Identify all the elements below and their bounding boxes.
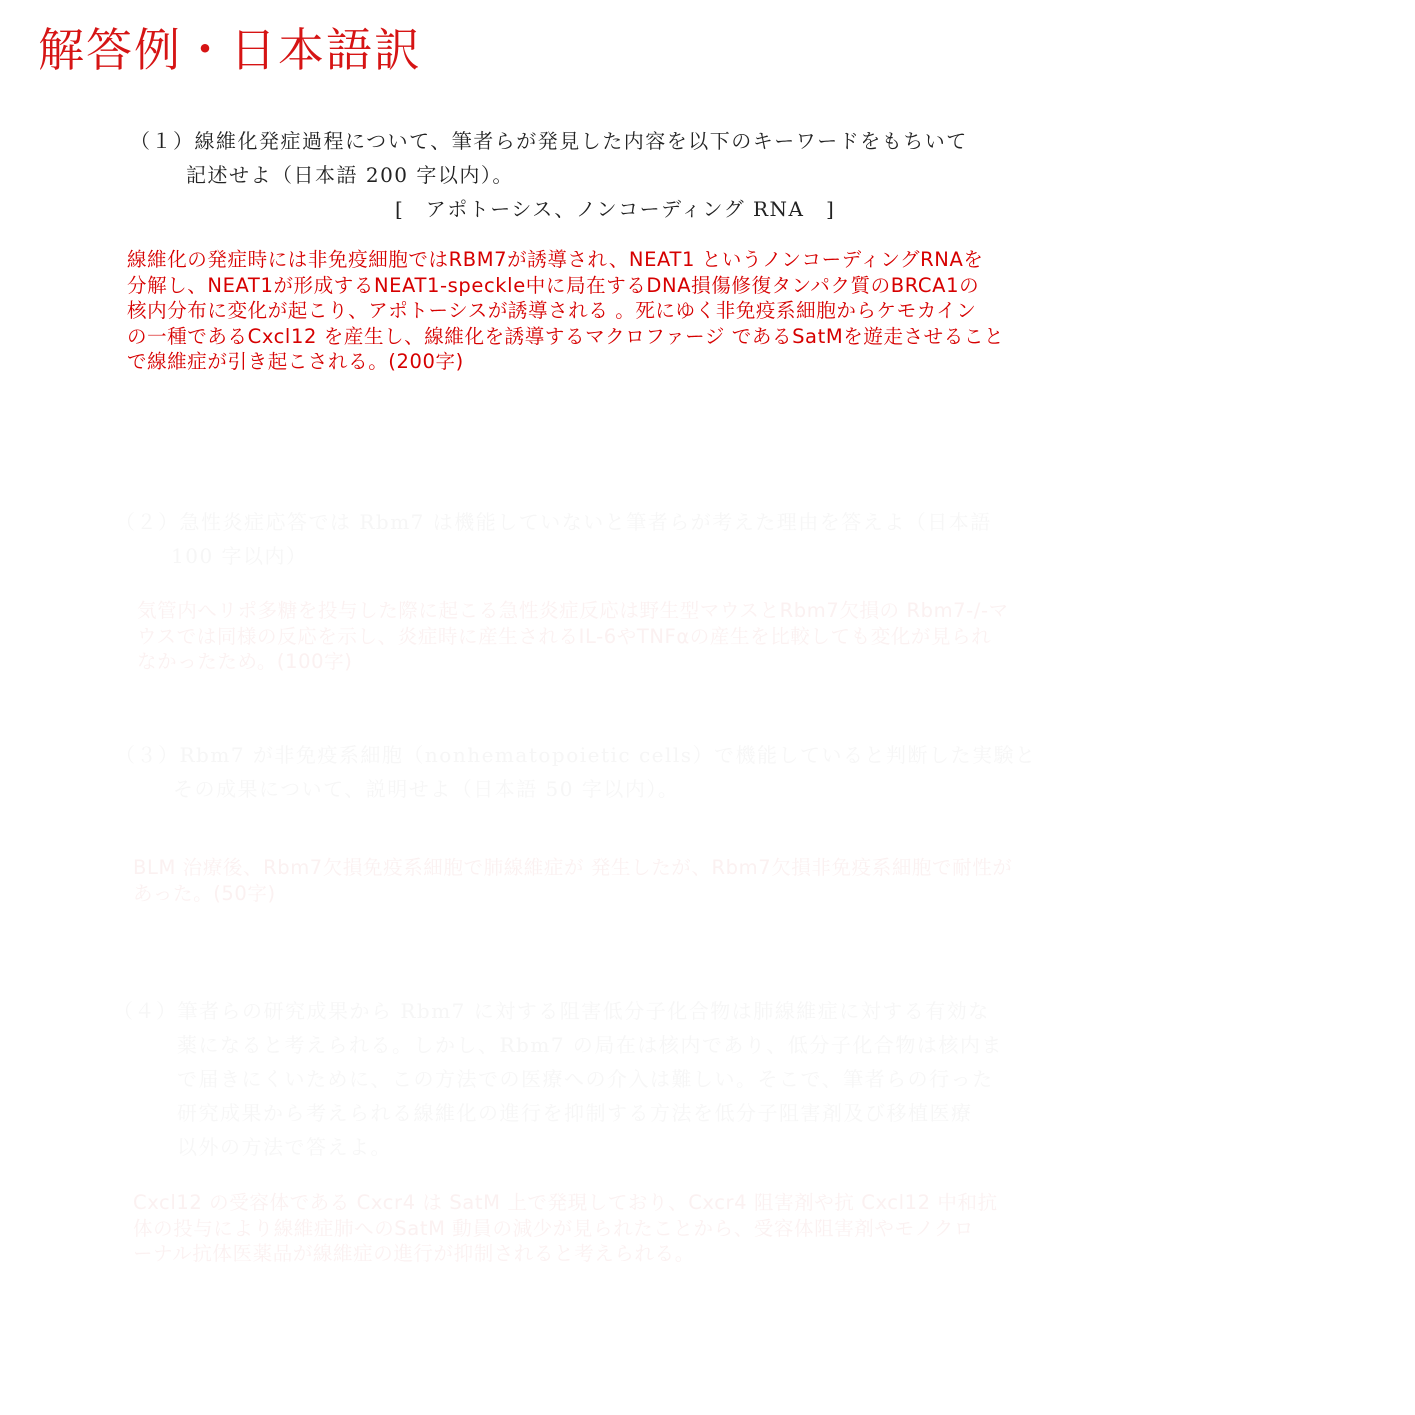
question-2 [115, 505, 992, 573]
question-2-line-1: （２）急性炎症応答では Rbm7 は機能していないと筆者らが考えた理由を答えよ（日本語 [115, 510, 992, 534]
answer-4 [133, 1190, 998, 1267]
answer-1-line: 線維化の発症時には非免疫細胞ではRBM7が誘導され、NEAT1 というノンコーディングRNAを [127, 248, 984, 271]
question-3-line-2: その成果について、説明せよ（日本語 50 字以内）。 [173, 777, 680, 801]
page-title: 解答例・日本語訳 [38, 23, 422, 77]
question-3 [115, 738, 1037, 806]
answer-4-line: Cxcl12 の受容体である Cxcr4 は SatM 上で発現しており、Cxcr4 阻害剤や抗 Cxcl12 中和抗 [133, 1191, 998, 1214]
question-1 [130, 124, 968, 226]
question-2-line-2: 100 字以内） [171, 544, 308, 568]
answer-3 [133, 855, 1012, 906]
answer-2-line: なかったため。(100字) [137, 650, 353, 674]
question-4-line: 以外の方法で答えよ。 [177, 1135, 392, 1159]
answer-1-line: 分解し、NEAT1が形成するNEAT1-speckle中に局在するDNA損傷修復タンパク質のBRCA1の [127, 273, 980, 297]
question-1-keywords: [ アポトーシス、ノンコーディング RNA ] [395, 197, 836, 221]
question-4-line: で届きにくいために、この方法での医療への介入は難しい。そこで、筆者らの行った [177, 1067, 994, 1091]
answer-3-line: あった。(50字) [133, 881, 276, 905]
question-4-line: 薬になると考えられる。しかし、Rbm7 の局在は核内であり、低分子化合物は核内ま [177, 1033, 1003, 1057]
answer-3-line: BLM 治療後、Rbm7欠損免疫系細胞で肺線維症が 発生したが、Rbm7欠損非免疫系細胞で耐性が [133, 856, 1013, 879]
question-1-line-1: （１）線維化発症過程について、筆者らが発見した内容を以下のキーワードをもちいて [130, 129, 968, 153]
question-4 [113, 994, 1003, 1164]
question-4-line: （４）筆者らの研究成果から Rbm7 に対する阻害低分子化合物は肺線維症に対する有効な [113, 999, 990, 1023]
answer-1 [127, 247, 1004, 375]
answer-4-line: ーナル抗体医薬品が線維症の進行が抑制されると考えられる。 [133, 1242, 695, 1266]
question-3-line-1: （３）Rbm7 が非免疫系細胞（nonhematopoietic cells）で機能していると判断した実験と [115, 743, 1037, 767]
answer-2-line: 気管内へリポ多糖を投与した際に起こる急性炎症反応は野生型マウスとRbm7欠損の Rbm7-/-マ [137, 599, 1009, 622]
answer-4-line: 体の投与により線維症肺へのSatM 動員の減少が見られたことから、受容体阻害剤やモノクロ [133, 1216, 975, 1240]
answer-2-line: ウスでは同様の反応を示し、炎症時に産生されるIL-6やTNFαの産生を比較しても変化が見られ [137, 624, 992, 648]
answer-1-line: で線維症が引き起こされる。(200字) [127, 350, 464, 374]
answer-1-line: 核内分布に変化が起こり、アポトーシスが誘導される 。死にゆく非免疫系細胞からケモカイン [127, 299, 977, 323]
answer-1-line: の一種であるCxcl12 を産生し、線維化を誘導するマクロファージ であるSatMを遊走させること [127, 324, 1005, 348]
question-4-line: 研究成果から考えられる線維化の進行を抑制する方法を低分子阻害剤及び移植医療 [177, 1101, 973, 1125]
answer-2 [137, 598, 1009, 675]
question-1-line-2: 記述せよ（日本語 200 字以内）。 [186, 163, 514, 187]
